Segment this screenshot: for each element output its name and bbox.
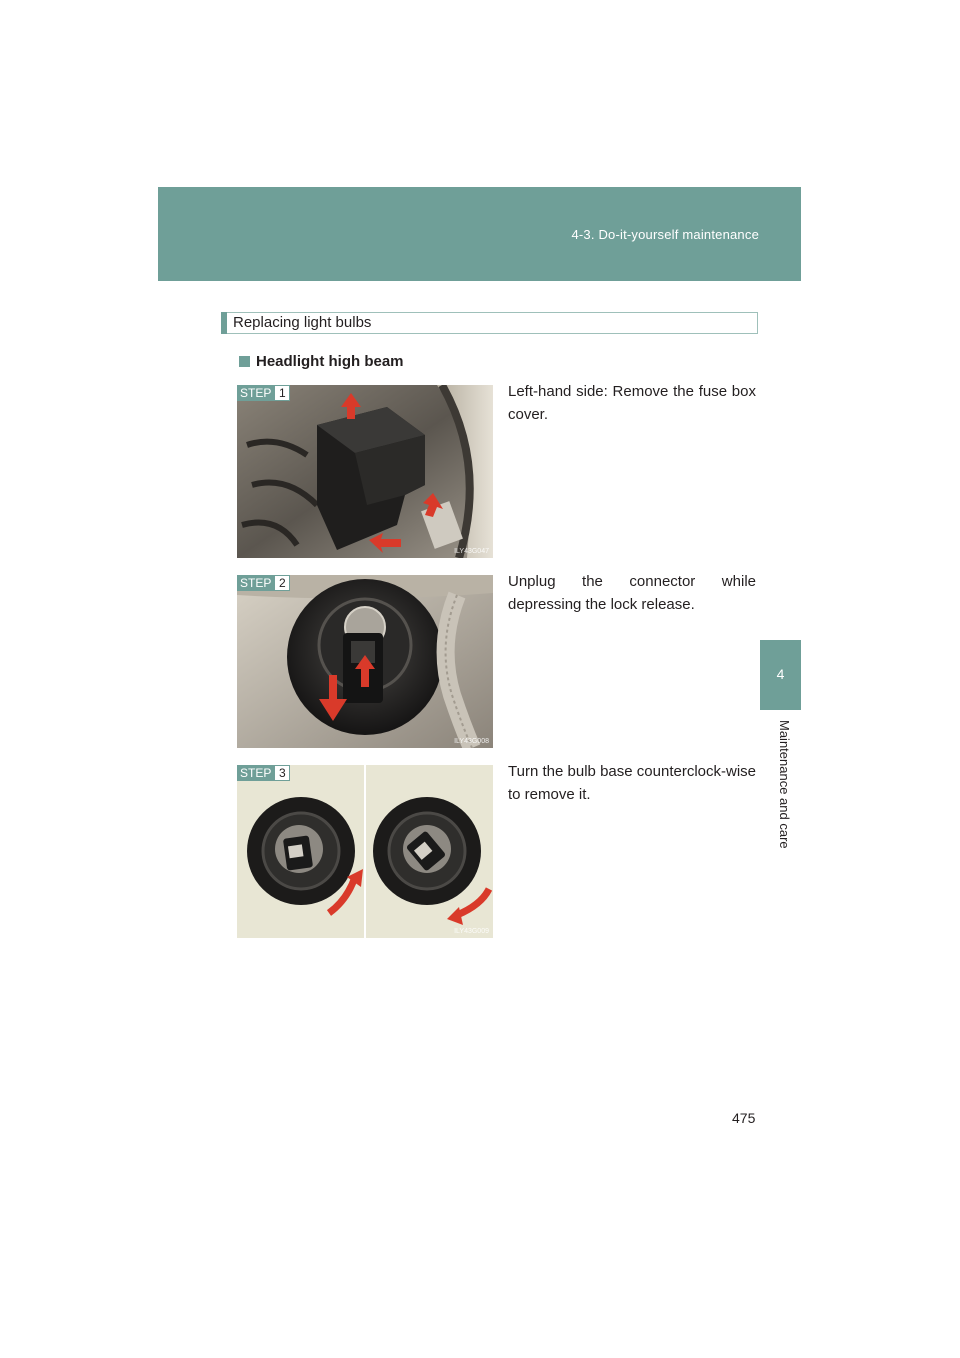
step-1-figure xyxy=(237,385,493,558)
chapter-number: 4 xyxy=(776,666,785,682)
section-title: 4-3. Do-it-yourself maintenance xyxy=(571,227,759,242)
step-word: STEP xyxy=(237,575,274,591)
header-band xyxy=(158,187,801,281)
fuse-box-illustration xyxy=(237,385,493,558)
page-number: 475 xyxy=(732,1110,756,1126)
square-bullet-icon xyxy=(239,356,250,367)
chapter-title: Maintenance and care xyxy=(777,720,792,849)
step-word: STEP xyxy=(237,385,274,401)
step-3-badge xyxy=(237,765,290,781)
step-word: STEP xyxy=(237,765,274,781)
step-3-text: Turn the bulb base counterclock-wise to remove it. xyxy=(508,763,756,803)
section-heading-text: Replacing light bulbs xyxy=(233,314,372,331)
step-number: 1 xyxy=(274,385,290,401)
step-3-figure xyxy=(237,765,493,938)
figure-code: ILY43G047 xyxy=(454,548,489,555)
step-number: 2 xyxy=(274,575,290,591)
chapter-tab xyxy=(760,640,801,710)
step-number: 3 xyxy=(274,765,290,781)
figure-code: ILY43G009 xyxy=(454,928,489,935)
section-heading xyxy=(221,312,758,334)
step-1-badge xyxy=(237,385,290,401)
figure-code: ILY43G008 xyxy=(454,738,489,745)
connector-illustration xyxy=(237,575,493,748)
step-2-figure xyxy=(237,575,493,748)
step-2-text: Unplug the connector while depressing the lock release. xyxy=(508,573,756,613)
sub-heading-text: Headlight high beam xyxy=(256,353,404,370)
step-1-text: Left-hand side: Remove the fuse box cover. xyxy=(508,383,756,423)
step-2-badge xyxy=(237,575,290,591)
bulb-base-illustration xyxy=(237,765,493,938)
sub-heading xyxy=(239,353,404,370)
